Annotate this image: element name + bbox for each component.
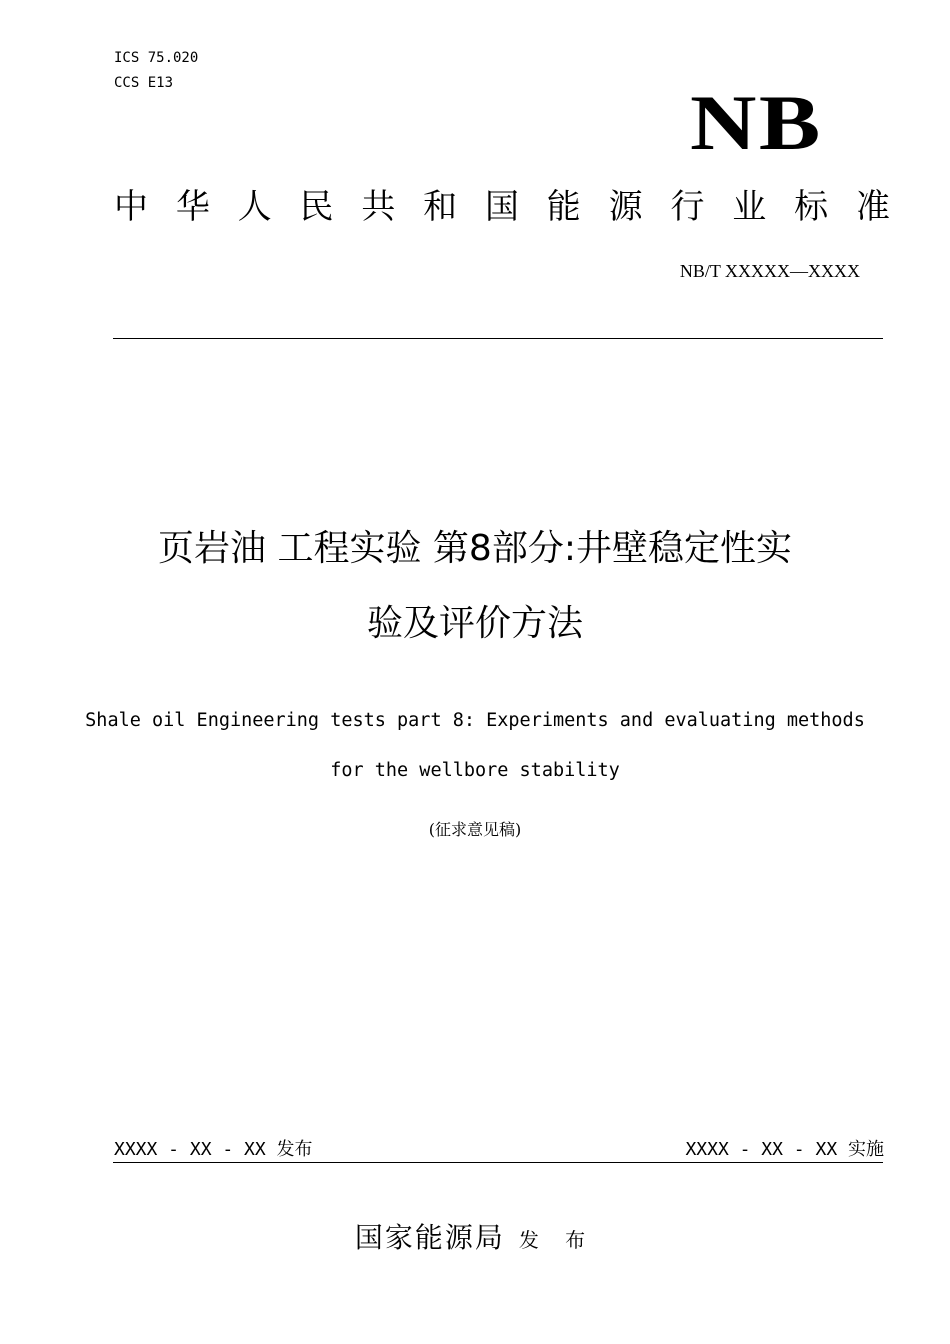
standard-title-char: 业 (732, 187, 767, 227)
standard-title-char: 能 (546, 187, 581, 227)
draft-status-note: (征求意见稿) (428, 820, 522, 839)
standard-title-char: 标 (794, 187, 829, 227)
standard-title-char: 和 (423, 187, 458, 227)
issuer-line (200, 1220, 750, 1258)
standard-title-char: 中 (114, 187, 148, 227)
ccs-code: CCS E13 (114, 75, 174, 91)
standard-title-char: 华 (175, 187, 210, 227)
standard-title-char: 人 (237, 187, 272, 227)
standard-title-char: 民 (299, 187, 334, 227)
footer-divider (113, 1162, 883, 1163)
nb-logo: NB (690, 79, 823, 166)
issuing-authority: 国家能源局 (354, 1221, 505, 1254)
standard-title-char: 国 (484, 187, 519, 227)
english-title-line-1: Shale oil Engineering tests part 8: Experiments and evaluating methods (85, 710, 865, 731)
standard-category-title (114, 185, 890, 229)
chinese-title-line-2: 验及评价方法 (366, 603, 583, 644)
issue-date: XXXX - XX - XX 发布 (114, 1139, 313, 1160)
standard-title-char: 准 (855, 187, 890, 227)
issue-action: 发 布 (518, 1228, 596, 1252)
english-title-line-2: for the wellbore stability (330, 760, 620, 781)
chinese-title-line-1: 页岩油 工程实验 第8部分:井壁稳定性实 (158, 528, 792, 569)
header-divider (113, 338, 883, 339)
standard-title-char: 行 (670, 187, 705, 227)
standard-number: NB/T XXXXX—XXXX (679, 261, 860, 281)
ics-code: ICS 75.020 (114, 50, 199, 66)
implementation-date: XXXX - XX - XX 实施 (685, 1139, 884, 1160)
standard-title-char: 共 (361, 187, 396, 227)
standard-title-char: 源 (608, 187, 643, 227)
